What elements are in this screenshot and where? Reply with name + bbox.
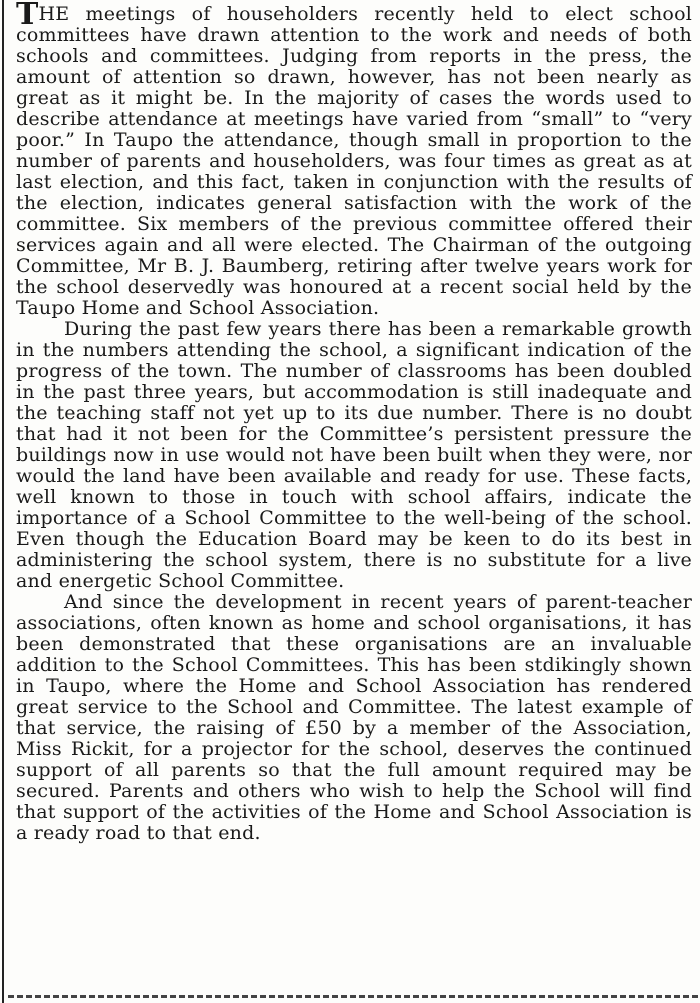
column-rule [2,0,4,1003]
bottom-divider [8,995,698,998]
drop-cap: T [16,0,39,32]
editorial-article [16,0,692,844]
paragraph-1-text: HE meetings of householders recently held to elect school committees have drawn attention to the work and needs of both schools and committees. Judging from reports in the press, the amount of attention so drawn, however, has not been nearly as great as it might be. In the majority of cases the words used to describe attendance at meetings have varied from “small” to “very poor.” In Taupo the attendance, though small in proportion to the number of parents and householders, was four times as great as at last election, and this fact, taken in conjunction with the results of the election, indicates general satisfaction with the work of the committee. Six members of the previous committee offered their services again and all were elected. The Chairman of the outgoing Committee, Mr B. J. Baumberg, retiring after twelve years work for the school deservedly was honoured at a recent social held by the Taupo Home and School Association. [16,3,692,319]
paragraph-3: And since the development in recent years of parent-teacher associations, often known as home and school organisations, it has been demonstrated that these organisations are an invaluable addition to the School Committees. This has been stdikingly shown in Taupo, where the Home and School Association has rendered great service to the School and Committee. The latest example of that service, the raising of £50 by a member of the Association, Miss Rickit, for a projector for the school, deserves the continued support of all parents so that the full amount required may be secured. Parents and others who wish to help the School will find that support of the activities of the Home and School Association is a ready road to that end. [16,591,692,844]
paragraph-1 [16,0,692,319]
paragraph-2: During the past few years there has been a remarkable growth in the numbers attending the school, a significant indication of the progress of the town. The number of classrooms has been doubled in the past three years, but accommodation is still inadequate and the teaching staff not yet up to its due number. There is no doubt that had it not been for the Committee’s persistent pressure the buildings now in use would not have been built when they were, nor would the land have been available and ready for use. These facts, well known to those in touch with school affairs, indicate the importance of a School Committee to the well-being of the school. Even though the Education Board may be keen to do its best in administering the school system, there is no substitute for a live and energetic School Committee. [16,318,692,592]
